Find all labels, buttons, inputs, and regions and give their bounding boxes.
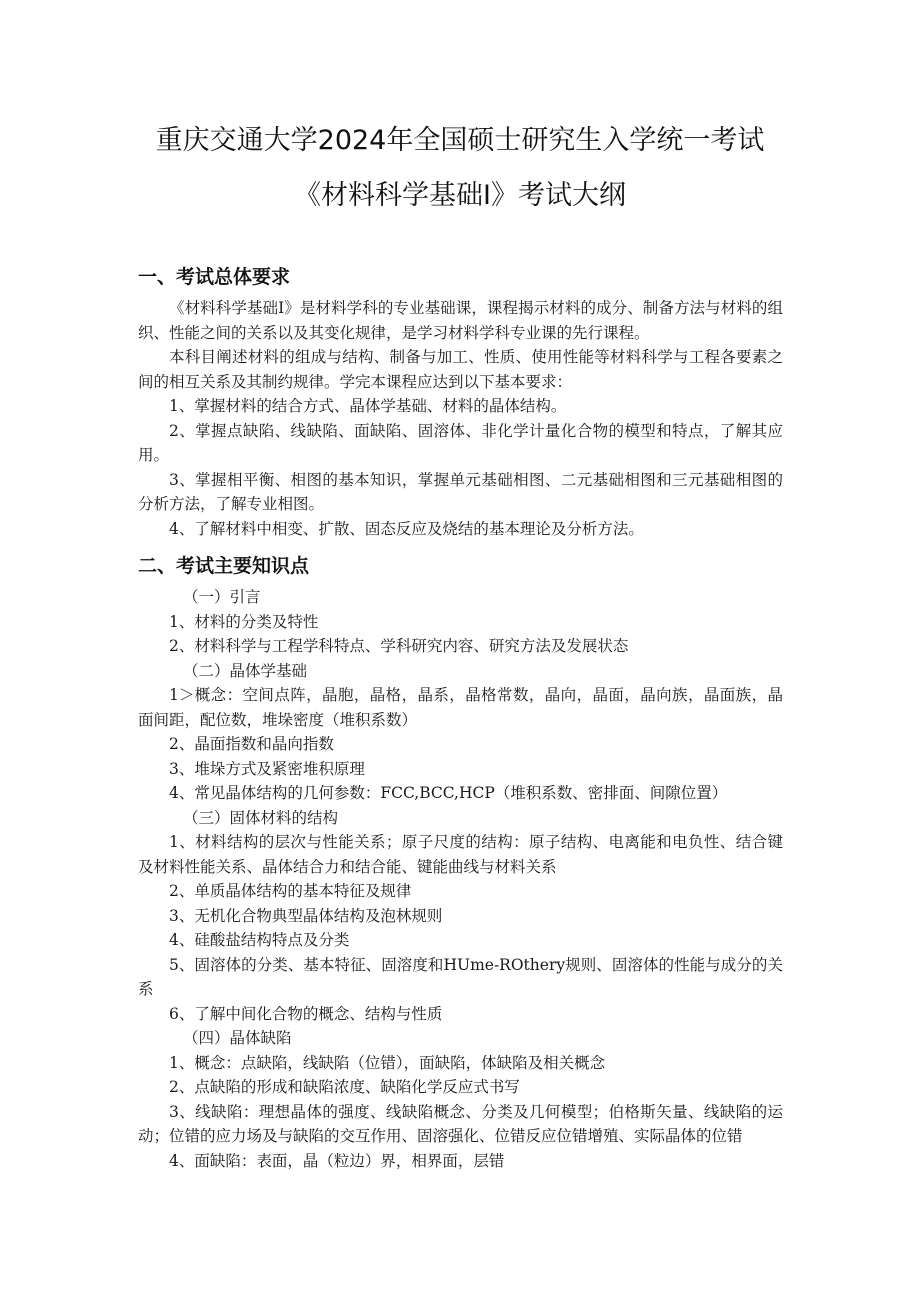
knowledge-point: 1、材料结构的层次与性能关系；原子尺度的结构：原子结构、电离能和电负性、结合键及材料性能关系、晶体结合力和结合能、键能曲线与材料关系 bbox=[138, 833, 783, 876]
section1-requirement: 4、了解材料中相变、扩散、固态反应及烧结的基本理论及分析方法。 bbox=[169, 519, 644, 538]
section1-requirement: 2、掌握点缺陷、线缺陷、面缺陷、固溶体、非化学计量化合物的模型和特点，了解其应用。 bbox=[138, 421, 783, 464]
knowledge-point: 2、材料科学与工程学科特点、学科研究内容、研究方法及发展状态 bbox=[169, 637, 629, 655]
section1-paragraph: 本科目阐述材料的组成与结构、制备与加工、性质、使用性能等材料科学与工程各要素之间的相互关系及其制约规律。学完本课程应达到以下基本要求： bbox=[138, 348, 783, 391]
knowledge-point: 3、无机化合物典型晶体结构及泡林规则 bbox=[169, 906, 443, 925]
knowledge-point: 4、常见晶体结构的几何参数：FCC,BCC,HCP（堆积系数、密排面、间隙位置） bbox=[169, 784, 728, 802]
knowledge-point: 4、硅酸盐结构特点及分类 bbox=[169, 931, 350, 949]
section1-heading: 一、考试总体要求 bbox=[138, 266, 291, 288]
section2-body bbox=[138, 585, 783, 1173]
knowledge-point: 1、材料的分类及特性 bbox=[169, 612, 319, 631]
subsection-heading: （一）引言 bbox=[182, 588, 261, 606]
knowledge-point: 3、堆垛方式及紧密堆积原理 bbox=[169, 759, 365, 778]
knowledge-point: 2、点缺陷的形成和缺陷浓度、缺陷化学反应式书写 bbox=[169, 1078, 520, 1096]
section1-body bbox=[138, 296, 783, 541]
subsection-heading: （二）晶体学基础 bbox=[182, 661, 307, 680]
knowledge-point: 1＞概念：空间点阵，晶胞，晶格，晶系，晶格常数，晶向，晶面，晶向族，晶面族，晶面间距，配位数，堆垛密度（堆积系数） bbox=[138, 686, 783, 729]
document-title-line1: 重庆交通大学2024年全国硕士研究生入学统一考试 bbox=[155, 125, 765, 156]
knowledge-point: 1、概念：点缺陷，线缺陷（位错），面缺陷，体缺陷及相关概念 bbox=[169, 1053, 606, 1072]
knowledge-point: 2、单质晶体结构的基本特征及规律 bbox=[169, 882, 412, 900]
subsection-heading: （三）固体材料的结构 bbox=[182, 808, 338, 827]
section2-heading: 二、考试主要知识点 bbox=[138, 555, 310, 577]
knowledge-point: 2、晶面指数和晶向指数 bbox=[169, 735, 334, 753]
knowledge-point: 6、了解中间化合物的概念、结构与性质 bbox=[169, 1004, 443, 1023]
knowledge-point: 4、面缺陷：表面，晶（粒边）界，相界面，层错 bbox=[169, 1151, 505, 1170]
document-title-line2: 《材料科学基础I》考试大纲 bbox=[294, 180, 626, 211]
knowledge-point: 3、线缺陷：理想晶体的强度、线缺陷概念、分类及几何模型；伯格斯矢量、线缺陷的运动；位错的应力场及与缺陷的交互作用、固溶强化、位错反应位错增殖、实际晶体的位错 bbox=[138, 1102, 783, 1145]
section1-requirement: 3、掌握相平衡、相图的基本知识，掌握单元基础相图、二元基础相图和三元基础相图的分析方法，了解专业相图。 bbox=[138, 470, 783, 513]
subsection-heading: （四）晶体缺陷 bbox=[182, 1029, 292, 1047]
section1-paragraph: 《材料科学基础I》是材料学科的专业基础课，课程揭示材料的成分、制备方法与材料的组织、性能之间的关系以及其变化规律，是学习材料学科专业课的先行课程。 bbox=[138, 299, 783, 342]
knowledge-point: 5、固溶体的分类、基本特征、固溶度和HUme-ROthery规则、固溶体的性能与成分的关系 bbox=[138, 955, 783, 998]
section1-requirement: 1、掌握材料的结合方式、晶体学基础、材料的晶体结构。 bbox=[169, 397, 567, 415]
